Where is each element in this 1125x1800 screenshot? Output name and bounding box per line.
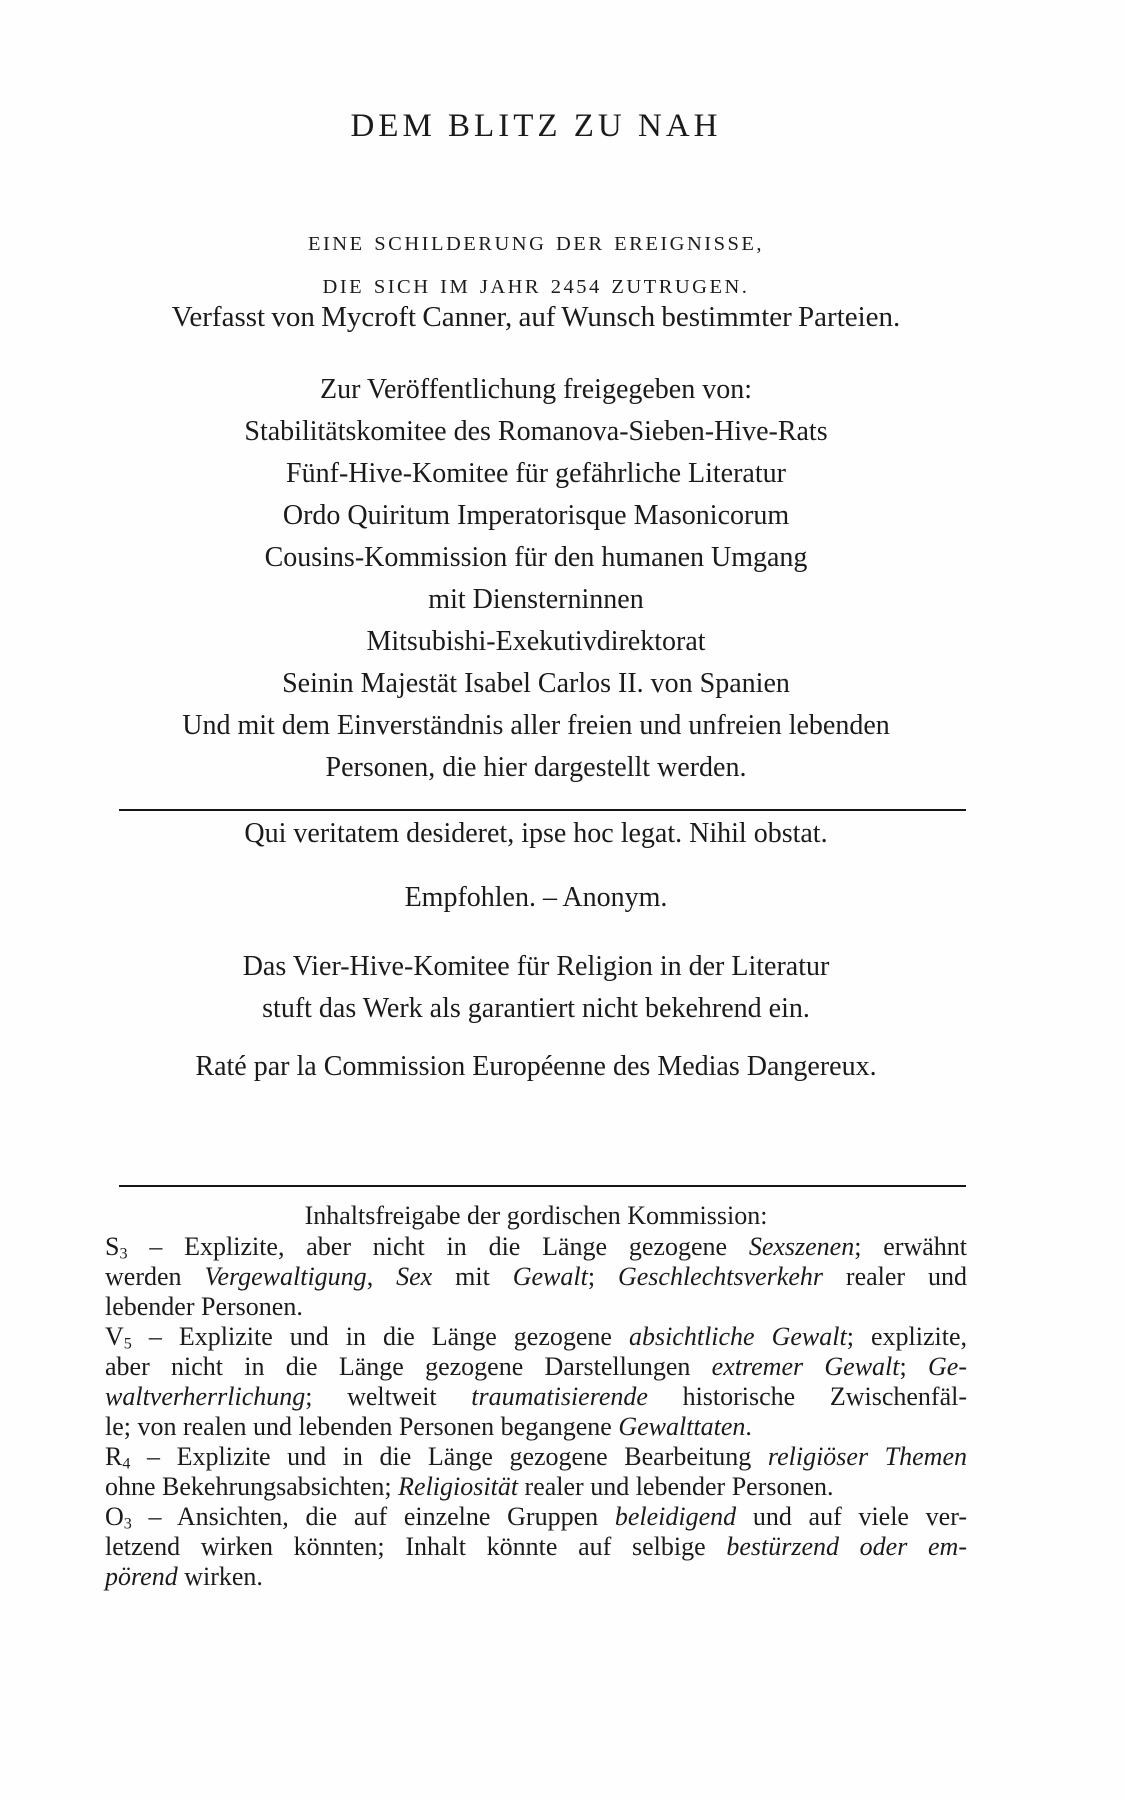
rating-text-segment: beleidigend (614, 1502, 737, 1531)
subtitle-line: EINE SCHILDERUNG DER EREIGNISSE, (307, 233, 765, 255)
release-approval-list (105, 369, 967, 789)
release-approval-line: Cousins-Kommission für den humanen Umgang (264, 542, 808, 573)
rating-code-subscript: 3 (119, 1245, 128, 1263)
rating-text-line (105, 1352, 967, 1382)
release-approval-line: Ordo Quiritum Imperatorisque Masonicorum (282, 500, 790, 531)
release-approval-line: Seinin Majestät Isabel Carlos II. von Spanien (282, 668, 790, 699)
release-approval-line: Mitsubishi-Exekutivdirektorat (366, 626, 706, 657)
rating-text-segment: werden (105, 1262, 205, 1291)
rating-text-segment: Vergewaltigung (204, 1262, 367, 1291)
rating-text-segment: wirken. (177, 1562, 263, 1591)
rating-text-segment: Ge- (928, 1352, 967, 1381)
content-rating-heading: Inhaltsfreigabe der gordischen Kommission: (304, 1201, 768, 1230)
rating-text-segment: ohne Bekehrungsabsichten; (105, 1472, 399, 1501)
rating-text-segment: pörend (105, 1562, 178, 1591)
religion-note-line: Das Vier-Hive-Komitee für Religion in der Literatur (242, 951, 830, 982)
rating-text-line (105, 1262, 967, 1292)
rating-text-segment: R (105, 1442, 123, 1471)
rating-code-subscript: 5 (123, 1335, 132, 1353)
rating-text-segment: S (105, 1232, 120, 1261)
rating-text-segment: absichtliche Gewalt (628, 1322, 847, 1351)
rating-text-segment: extremer Gewalt (711, 1352, 900, 1381)
religion-note-line: stuft das Werk als garantiert nicht bekehrend ein. (262, 993, 810, 1024)
rating-text-segment: Religiosität (398, 1472, 519, 1501)
release-approval-line: Stabilitätskomitee des Romanova-Sieben-Hive-Rats (244, 416, 828, 447)
rating-text-line (105, 1232, 967, 1262)
rating-text-line (105, 1292, 967, 1322)
religion-committee-note (105, 946, 967, 1030)
rating-text-segment: historische Zwischenfäl- (647, 1382, 967, 1411)
rating-text-segment: – Explizite und in die Länge gezogene Bearbeitung (130, 1442, 768, 1471)
subtitle-lines (105, 223, 967, 309)
rating-text-line (105, 1562, 967, 1592)
rating-text-segment: und auf viele ver- (736, 1502, 968, 1531)
release-approval-line: mit Diensterninnen (428, 584, 644, 615)
latin-imprimatur: Qui veritatem desideret, ipse hoc legat. Nihil obstat. (244, 818, 828, 849)
rating-text-segment: V (105, 1322, 124, 1351)
rating-text-segment: ; erwähnt (854, 1232, 967, 1261)
rating-text-segment: – Ansichten, die auf einzelne Gruppen (131, 1502, 615, 1531)
rating-text-segment: traumatisierende (471, 1382, 648, 1411)
release-approval-line: Fünf-Hive-Komitee für gefährliche Literatur (286, 458, 786, 489)
rating-text-segment: aber nicht in die Länge gezogene Darstellungen (105, 1352, 712, 1381)
rating-text-segment: Gewalt (512, 1262, 588, 1291)
rating-text-segment: Gewalttaten (618, 1412, 746, 1441)
rating-text-line (105, 1382, 967, 1412)
rating-code-subscript: 3 (123, 1515, 132, 1533)
rating-text-segment: religiöser Themen (767, 1442, 967, 1471)
rating-text-segment: waltverherrlichung (105, 1382, 306, 1411)
rating-text-segment: mit (432, 1262, 513, 1291)
content-rating-paragraphs (105, 1232, 967, 1592)
rating-text-segment: le; von realen und lebenden Personen begangene (105, 1412, 619, 1441)
rating-text-segment: – Explizite, aber nicht in die Länge gezogene (127, 1232, 749, 1261)
rating-text-segment: Sexszenen (748, 1232, 855, 1261)
rating-text-line (105, 1412, 967, 1442)
rating-text-segment: – Explizite und in die Länge gezogene (131, 1322, 629, 1351)
rating-text-segment: ; weltweit (305, 1382, 472, 1411)
rating-text-segment: bestürzend oder em- (726, 1532, 967, 1561)
rating-text-segment: O (105, 1502, 124, 1531)
author-byline: Verfasst von Mycroft Canner, auf Wunsch bestimmter Parteien. (171, 301, 901, 333)
rating-text-segment: ; explizite, (846, 1322, 967, 1351)
rating-text-segment: realer und (823, 1262, 968, 1291)
release-approval-line: Personen, die hier dargestellt werden. (325, 752, 747, 783)
rating-text-line (105, 1322, 967, 1352)
page-title: DEM BLITZ ZU NAH (350, 108, 722, 144)
rating-text-segment: , (366, 1262, 397, 1291)
rating-text-segment: lebender Personen. (105, 1292, 303, 1321)
divider-rule-top (119, 809, 966, 811)
rating-text-segment: . (745, 1412, 752, 1441)
rating-text-segment: Geschlechtsverkehr (617, 1262, 824, 1291)
rating-text-line (105, 1472, 967, 1502)
rating-text-segment: realer und lebender Personen. (518, 1472, 834, 1501)
rating-text-segment: ; (899, 1352, 929, 1381)
rating-text-line (105, 1532, 967, 1562)
french-rating-line: Raté par la Commission Européenne des Medias Dangereux. (195, 1051, 877, 1082)
release-approval-line: Und mit dem Einverständnis aller freien und unfreien lebenden (182, 710, 890, 741)
release-approval-line: Zur Veröffentlichung freigegeben von: (319, 374, 753, 405)
rating-text-line (105, 1442, 967, 1472)
rating-text-line (105, 1502, 967, 1532)
divider-rule-bottom (119, 1185, 966, 1187)
rating-text-segment: Sex (396, 1262, 433, 1291)
subtitle-line: DIE SICH IM JAHR 2454 ZUTRUGEN. (322, 276, 750, 298)
rating-code-subscript: 4 (122, 1455, 131, 1473)
recommendation-line: Empfohlen. – Anonym. (404, 882, 668, 913)
rating-text-segment: ; (587, 1262, 618, 1291)
rating-text-segment: letzend wirken könnten; Inhalt könnte auf selbige (105, 1532, 727, 1561)
